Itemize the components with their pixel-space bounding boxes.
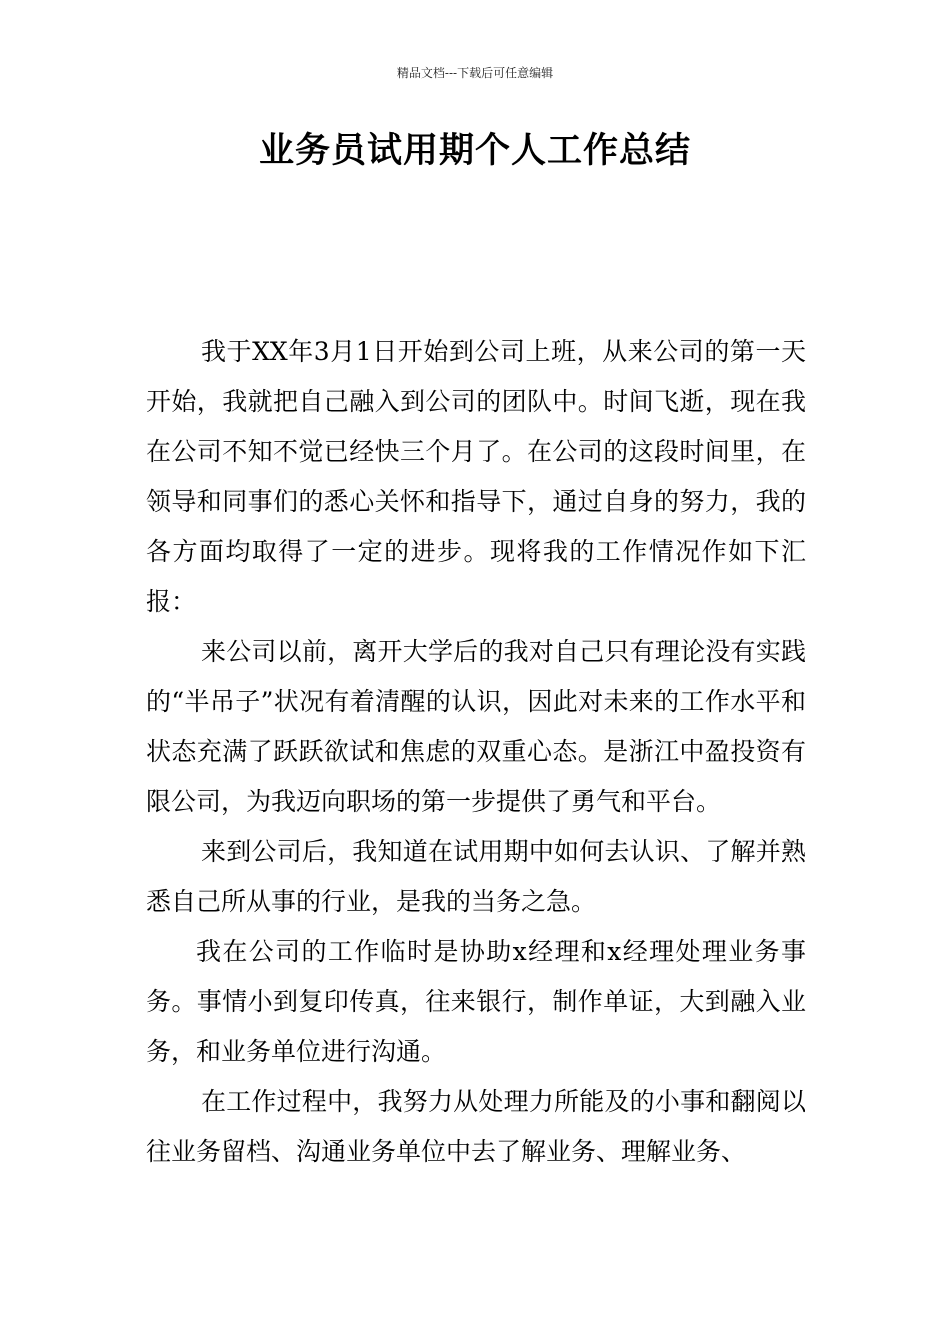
document-body: [146, 327, 806, 1177]
paragraph-3: 来到公司后，我知道在试用期中如何去认识、了解并熟悉自己所从事的行业，是我的当务之急。: [146, 837, 806, 916]
paragraph-2: 来公司以前，离开大学后的我对自己只有理论没有实践的“半吊子”状况有着清醒的认识，因此对未来的工作水平和状态充满了跃跃欲试和焦虑的双重心态。是浙江中盈投资有限公司，为我迈向职场的第一步提供了勇气和平台。: [146, 637, 806, 816]
paragraph-5: 在工作过程中，我努力从处理力所能及的小事和翻阅以往业务留档、沟通业务单位中去了解业务、理解业务、: [146, 1087, 806, 1166]
document-title: 业务员试用期个人工作总结: [258, 131, 691, 171]
paragraph-4: 我在公司的工作临时是协助x经理和x经理处理业务事务。事情小到复印传真，往来银行，制作单证，大到融入业务，和业务单位进行沟通。: [146, 937, 806, 1066]
paragraph-1: 我于XX年3月1日开始到公司上班，从来公司的第一天开始，我就把自己融入到公司的团队中。时间飞逝，现在我在公司不知不觉已经快三个月了。在公司的这段时间里，在领导和同事们的悉心关怀和指导下，通过自身的努力，我的各方面均取得了一定的进步。现将我的工作情况作如下汇报：: [146, 337, 806, 616]
header-note: 精品文档---下载后可任意编辑: [396, 66, 554, 80]
